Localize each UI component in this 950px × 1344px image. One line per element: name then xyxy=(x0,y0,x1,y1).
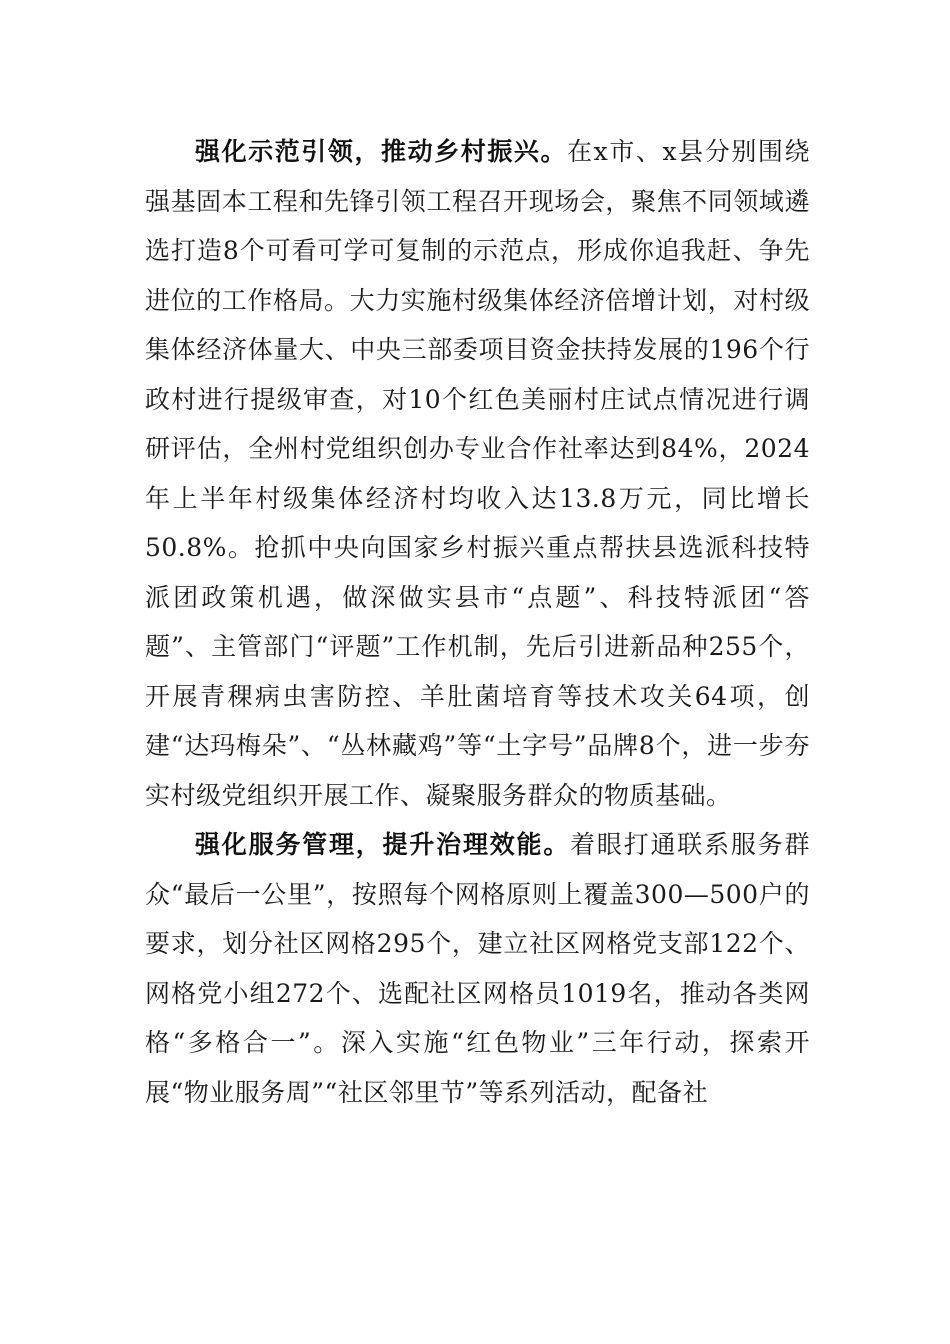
paragraph-heading: 强化服务管理，提升治理效能。 xyxy=(195,830,571,859)
paragraph-body: 在x市、x县分别围绕强基固本工程和先锋引领工程召开现场会，聚焦不同领域遴选打造8个可看可学可复制的示范点，形成你追我赶、争先进位的工作格局。大力实施村级集体经济倍增计划，对村级集体经济体量大、中央三部委项目资金扶持发展的196个行政村进行提级审查，对10个红色美丽村庄试点情况进行调研评估，全州村党组织创办专业合作社率达到84%，2024年上半年村级集体经济村均收入达13.8万元，同比增长50.8%。抢抓中央向国家乡村振兴重点帮扶县选派科技特派团政策机遇，做深做实县市“点题”、科技特派团“答题”、主管部门“评题”工作机制，先后引进新品种255个，开展青稞病虫害防控、羊肚菌培育等技术攻关64项，创建“达玛梅朵”、“丛林藏鸡”等“土字号”品牌8个，进一步夯实村级党组织开展工作、凝聚服务群众的物质基础。 xyxy=(145,137,810,810)
paragraph-heading: 强化示范引领，推动乡村振兴。 xyxy=(195,137,568,166)
paragraph-service-management xyxy=(145,820,810,1117)
paragraph-body: 着眼打通联系服务群众“最后一公里”，按照每个网格原则上覆盖300—500户的要求，划分社区网格295个，建立社区网格党支部122个、网格党小组272个、选配社区网格员1019名，推动各类网格“多格合一”。深入实施“红色物业”三年行动，探索开展“物业服务周”“社区邻里节”等系列活动，配备社 xyxy=(145,830,810,1107)
paragraph-rural-revitalization xyxy=(145,127,810,820)
